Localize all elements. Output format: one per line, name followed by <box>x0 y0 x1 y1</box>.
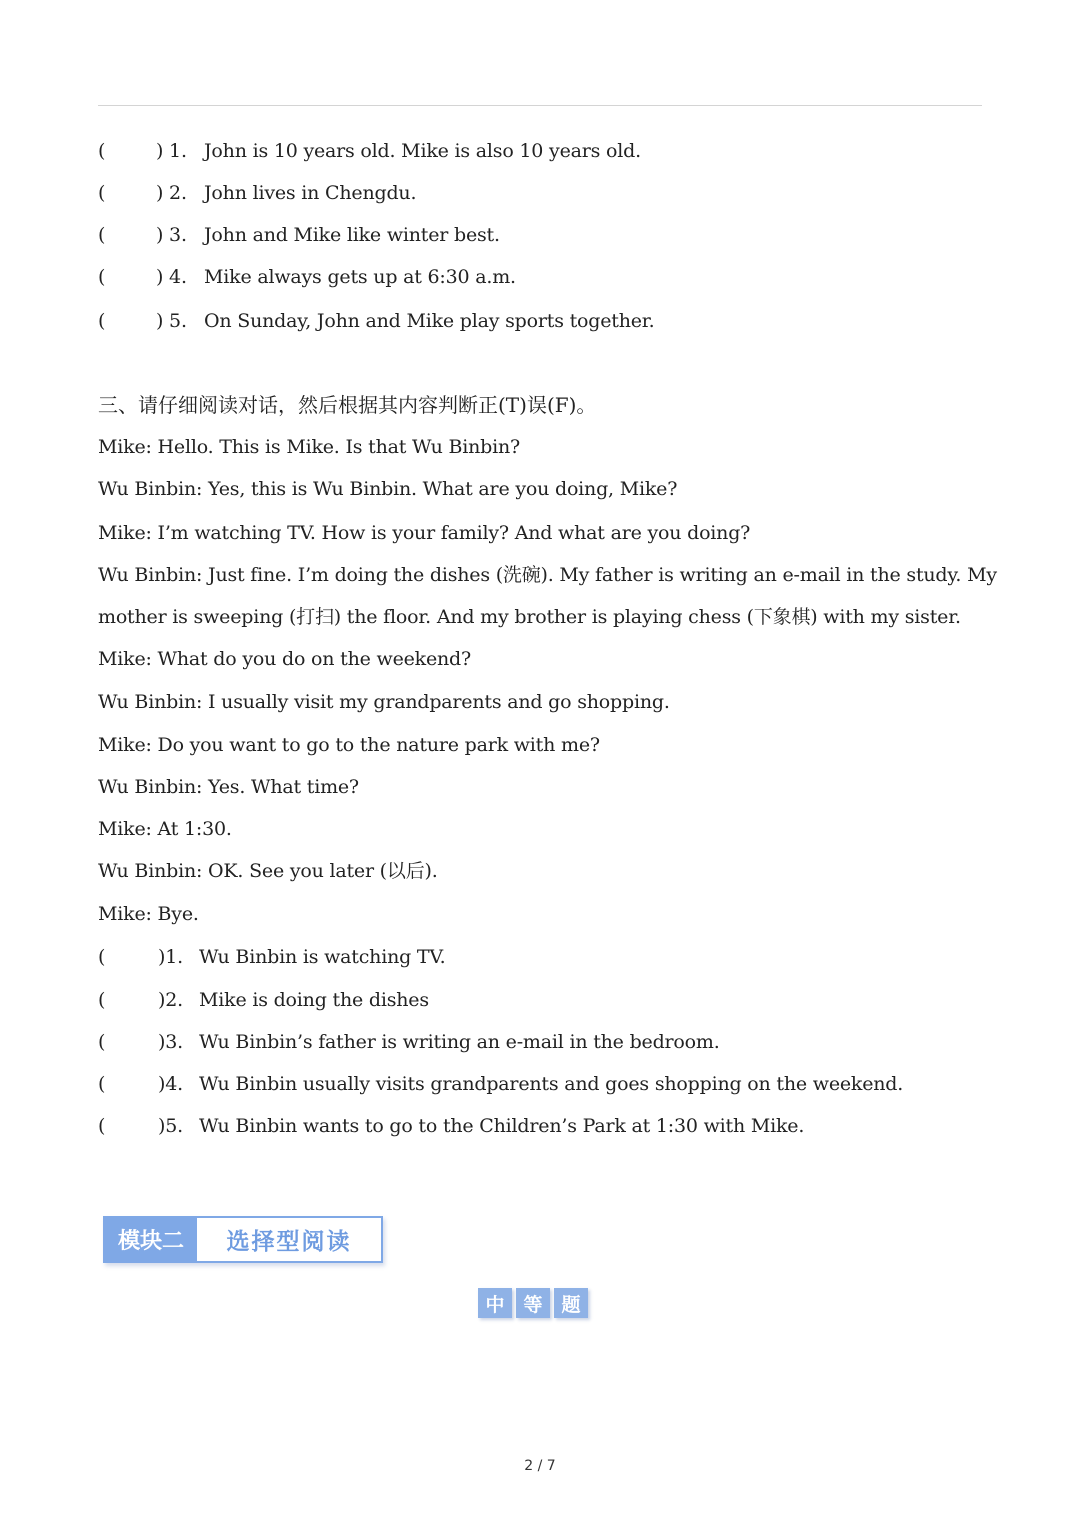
dialogue-line: Wu Binbin: OK. See you later (以后). <box>98 860 438 882</box>
section-heading: 三、请仔细阅读对话，然后根据其内容判断正(T)误(F)。 <box>98 393 597 417</box>
difficulty-char: 等 <box>516 1288 550 1318</box>
question-text: Wu Binbin usually visits grandparents and goes shopping on the weekend. <box>199 1073 904 1095</box>
question-text: On Sunday, John and Mike play sports together. <box>204 310 655 332</box>
dialogue-line: Mike: At 1:30. <box>98 818 232 840</box>
question-number: ) 3. <box>156 224 187 246</box>
question-text: John is 10 years old. Mike is also 10 years old. <box>204 140 641 162</box>
dialogue-line: mother is sweeping (打扫) the floor. And my brother is playing chess (下象棋) with my sister. <box>98 606 961 628</box>
answer-bracket[interactable]: ( <box>98 140 106 162</box>
answer-bracket[interactable]: ( <box>98 989 106 1011</box>
question-text: Wu Binbin is watching TV. <box>199 946 446 968</box>
dialogue-line: Wu Binbin: Yes. What time? <box>98 776 359 798</box>
module-banner <box>103 1216 383 1263</box>
answer-bracket[interactable]: ( <box>98 946 106 968</box>
answer-bracket[interactable]: ( <box>98 1031 106 1053</box>
dialogue-line: Wu Binbin: Just fine. I’m doing the dishes (洗碗). My father is writing an e-mail in the study. My <box>98 564 997 586</box>
difficulty-label <box>478 1288 588 1318</box>
dialogue-line: Wu Binbin: Yes, this is Wu Binbin. What are you doing, Mike? <box>98 478 678 500</box>
question-number: ) 5. <box>156 310 187 332</box>
dialogue-line: Wu Binbin: I usually visit my grandparents and go shopping. <box>98 691 670 713</box>
dialogue-line: Mike: Hello. This is Mike. Is that Wu Binbin? <box>98 436 521 458</box>
module-tag: 模块二 <box>105 1218 197 1261</box>
question-text: John lives in Chengdu. <box>204 182 417 204</box>
dialogue-line: Mike: What do you do on the weekend? <box>98 648 471 670</box>
page-number: 2 / 7 <box>524 1458 556 1474</box>
question-number: ) 2. <box>156 182 187 204</box>
answer-bracket[interactable]: ( <box>98 266 106 288</box>
difficulty-char: 中 <box>478 1288 512 1318</box>
question-text: Mike always gets up at 6:30 a.m. <box>204 266 516 288</box>
module-title: 选择型阅读 <box>226 1229 352 1255</box>
question-text: Wu Binbin wants to go to the Children’s Park at 1:30 with Mike. <box>199 1115 805 1137</box>
answer-bracket[interactable]: ( <box>98 224 106 246</box>
difficulty-char: 题 <box>554 1288 588 1318</box>
answer-bracket[interactable]: ( <box>98 310 106 332</box>
answer-bracket[interactable]: ( <box>98 1115 106 1137</box>
question-number: )2. <box>158 989 183 1011</box>
question-text: Mike is doing the dishes <box>199 989 429 1011</box>
question-text: John and Mike like winter best. <box>204 224 500 246</box>
question-number: ) 4. <box>156 266 187 288</box>
dialogue-line: Mike: Do you want to go to the nature park with me? <box>98 734 600 756</box>
answer-bracket[interactable]: ( <box>98 182 106 204</box>
header-rule <box>98 105 982 106</box>
question-number: )5. <box>158 1115 183 1137</box>
answer-bracket[interactable]: ( <box>98 1073 106 1095</box>
dialogue-line: Mike: I’m watching TV. How is your family? And what are you doing? <box>98 522 751 544</box>
question-number: )1. <box>158 946 183 968</box>
question-text: Wu Binbin’s father is writing an e-mail in the bedroom. <box>199 1031 720 1053</box>
question-number: )3. <box>158 1031 183 1053</box>
dialogue-line: Mike: Bye. <box>98 903 199 925</box>
question-number: )4. <box>158 1073 183 1095</box>
question-number: ) 1. <box>156 140 187 162</box>
